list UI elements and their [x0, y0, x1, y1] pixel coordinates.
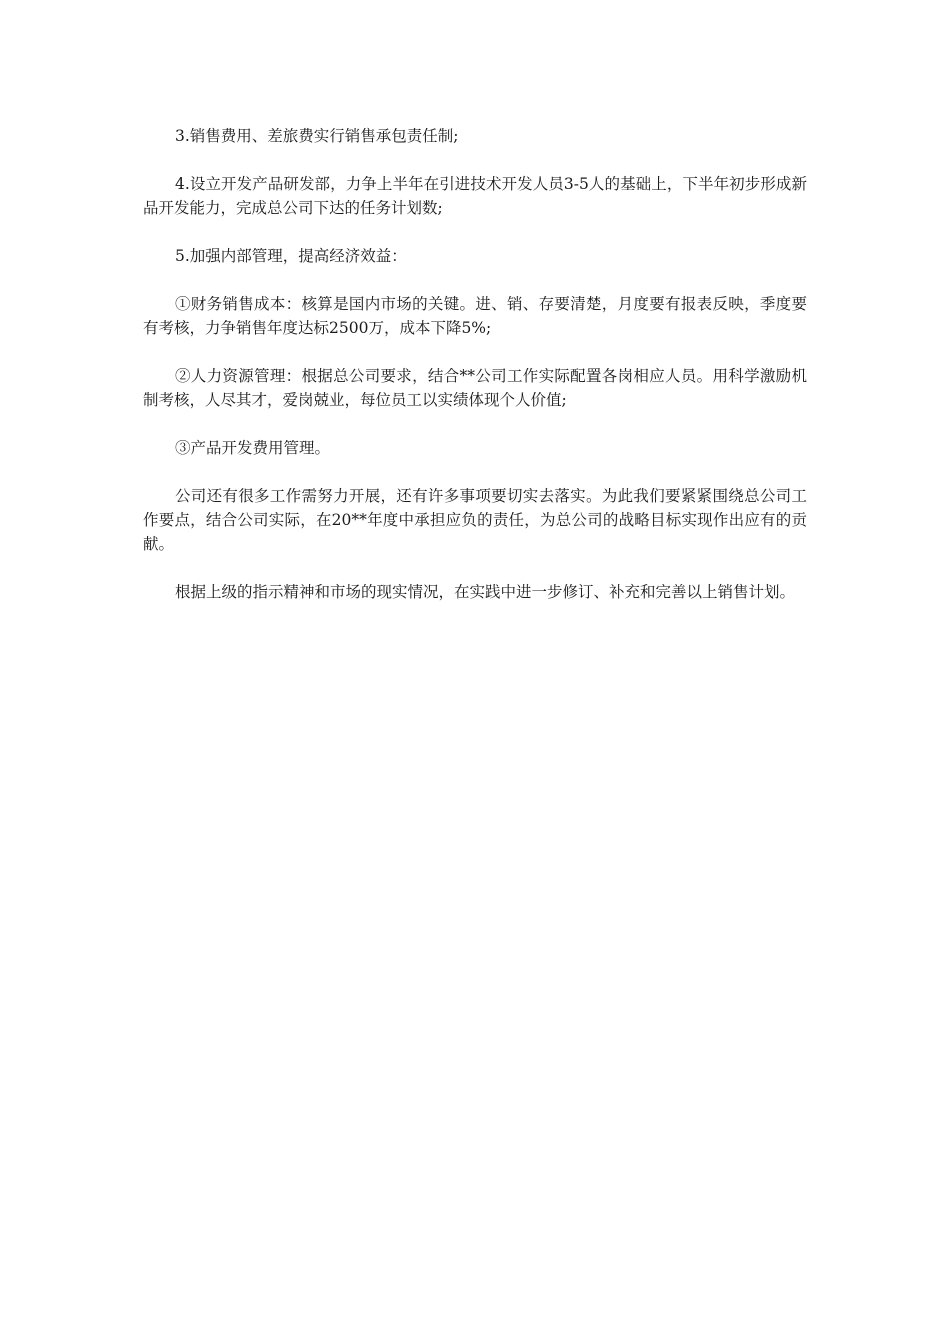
- paragraph-product-dev-cost: ③产品开发费用管理。: [175, 439, 331, 457]
- paragraph-company-work: 公司还有很多工作需努力开展，还有许多事项要切实去落实。为此我们要紧紧围绕总公司工作要点，结合公司实际，在20**年度中承担应负的责任，为总公司的战略目标实现作出应有的贡献。: [143, 487, 807, 553]
- paragraph-closing: 根据上级的指示精神和市场的现实情况，在实践中进一步修订、补充和完善以上销售计划。: [175, 583, 796, 601]
- document-body: [143, 124, 807, 628]
- paragraph-item-5: 5.加强内部管理，提高经济效益：: [175, 247, 407, 265]
- paragraph-item-4: 4.设立开发产品研发部，力争上半年在引进技术开发人员3-5人的基础上，下半年初步形成新品开发能力，完成总公司下达的任务计划数;: [143, 175, 807, 217]
- paragraph-finance-cost: ①财务销售成本：核算是国内市场的关键。进、销、存要清楚，月度要有报表反映，季度要有考核，力争销售年度达标2500万，成本下降5%;: [143, 295, 807, 337]
- paragraph-item-3: 3.销售费用、差旅费实行销售承包责任制;: [175, 127, 459, 145]
- paragraph-human-resources: ②人力资源管理：根据总公司要求，结合**公司工作实际配置各岗相应人员。用科学激励机制考核，人尽其才，爱岗兢业，每位员工以实绩体现个人价值;: [143, 367, 807, 409]
